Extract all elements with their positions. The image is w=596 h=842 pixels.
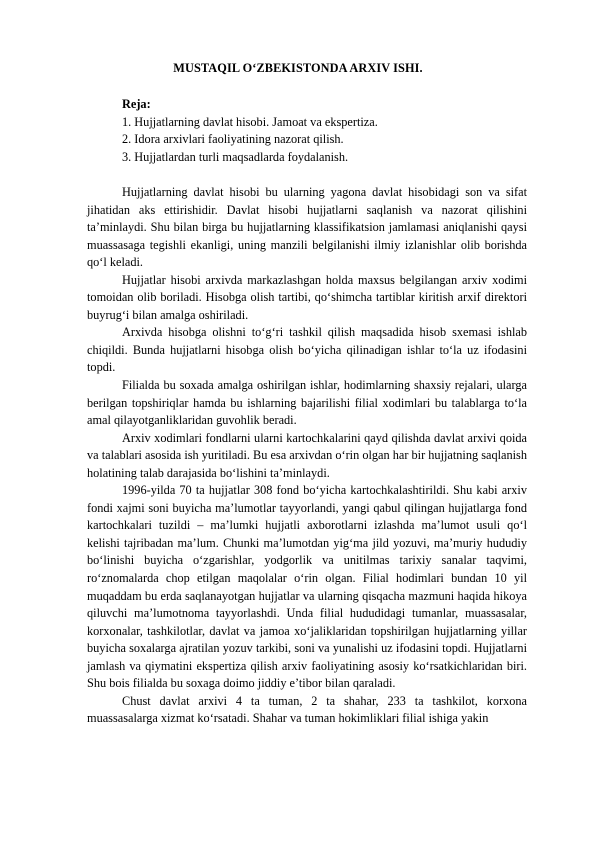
plan-item: 3. Hujjatlardan turli maqsadlarda foydalanish.: [122, 149, 349, 164]
document-body: [87, 184, 527, 728]
body-paragraph: Chust davlat arxivi 4 ta tuman, 2 ta shahar, 233 ta tashkilot, korxona muassasalarga xizmat ko‘rsatadi. Shahar va tuman hokimliklari filial ishiga yakin: [87, 693, 527, 726]
body-paragraph: Filialda bu soxada amalga oshirilgan ishlar, hodimlarning shaxsiy rejalari, ularga berilgan topshiriqlar hamda bu ishlarning bajarilishi filial xodimlari bu talablarga to‘la amal qilayotganliklaridan guvohlik beradi.: [87, 378, 527, 428]
body-paragraph: Arxiv xodimlari fondlarni ularni kartochkalarini qayd qilishda davlat arxivi qoida va talablari asosida ish yuritiladi. Bu esa arxivdan o‘rin olgan har bir hujjatning saqlanish holatining talab darajasida bo‘lishini ta’minlaydi.: [87, 430, 527, 480]
body-paragraph: Arxivda hisobga olishni to‘g‘ri tashkil qilish maqsadida hisob sxemasi ishlab chiqildi. Bunda hujjatlarni hisobga olish bo‘yicha qilinadigan ishlar to‘la uz ifodasini topdi.: [87, 325, 527, 375]
plan-heading: Reja:: [122, 97, 151, 111]
body-paragraph: Hujjatlar hisobi arxivda markazlashgan holda maxsus belgilangan arxiv xodimi tomoidan olib boriladi. Hisobga olish tartibi, qo‘shimcha tartiblar kiritish arxif direktori buyrug‘i bilan amalga oshiriladi.: [87, 272, 527, 322]
body-paragraph: 1996-yilda 70 ta hujjatlar 308 fond bo‘yicha kartochkalashtirildi. Shu kabi arxiv fondi xajmi soni buyicha ma’lumotlar tayyorlandi, yangi qabul qilingan hujjatlarga fond kartochkalari tuzildi – ma’lumki hujjatli axborotlarni izlashda ma’lumot usuli qo‘l kelishi tajribadan ma’lum. Chunki ma’lumotdan yig‘ma jild yozuvi, ma’muriy hududiy bo‘linishi buyicha o‘zgarishlar, yodgorlik va unitilmas tarixiy sanalar taqvimi, ro‘znomalarda chop etilgan maqolalar o‘rin olgan. Filial hodimlari bundan 10 yil muqaddam bu erda saqlanayotgan hujjatlar va ularning qisqacha mazmuni haqida hikoya qiluvchi ma’lumotnoma tayyorlashdi. Unda filial hududidagi tumanlar, muassasalar, korxonalar, tashkilotlar, davlat va jamoa xo‘jaliklaridan topshirilgan hujjatlarning yillar buyicha soxalarga ajratilan yozuv tarkibi, soni va yunalishi uz ifodasini topdi. Hujjatlarni jamlash va qiymatini ekspertiza qilish arxiv faoliyatining asosiy ko‘rsatkichlaridan biri. Shu bois filialda bu soxaga doimo jiddiy e’tibor bilan qaraladi.: [87, 483, 527, 691]
plan-section: [122, 96, 378, 166]
plan-item: 2. Idora arxivlari faoliyatining nazorat qilish.: [122, 132, 344, 147]
body-paragraph: Hujjatlarning davlat hisobi bu ularning yagona davlat hisobidagi son va sifat jihatidan aks ettirishidir. Davlat hisobi hujjatlarni saqlanish va nazorat qilishini ta’minlaydi. Shu bilan birga bu hujjatlarning klassifikatsion jamlamasi aniqlanishi qaysi muassasaga tegishli ekanligi, uning manzili belgilanishi ilmiy izlanishlar olib borishda qo‘l keladi.: [87, 185, 527, 270]
plan-item: 1. Hujjatlarning davlat hisobi. Jamoat va ekspertiza.: [122, 114, 378, 129]
document-title: MUSTAQIL O‘ZBEKISTONDA ARXIV ISHI.: [173, 61, 423, 75]
